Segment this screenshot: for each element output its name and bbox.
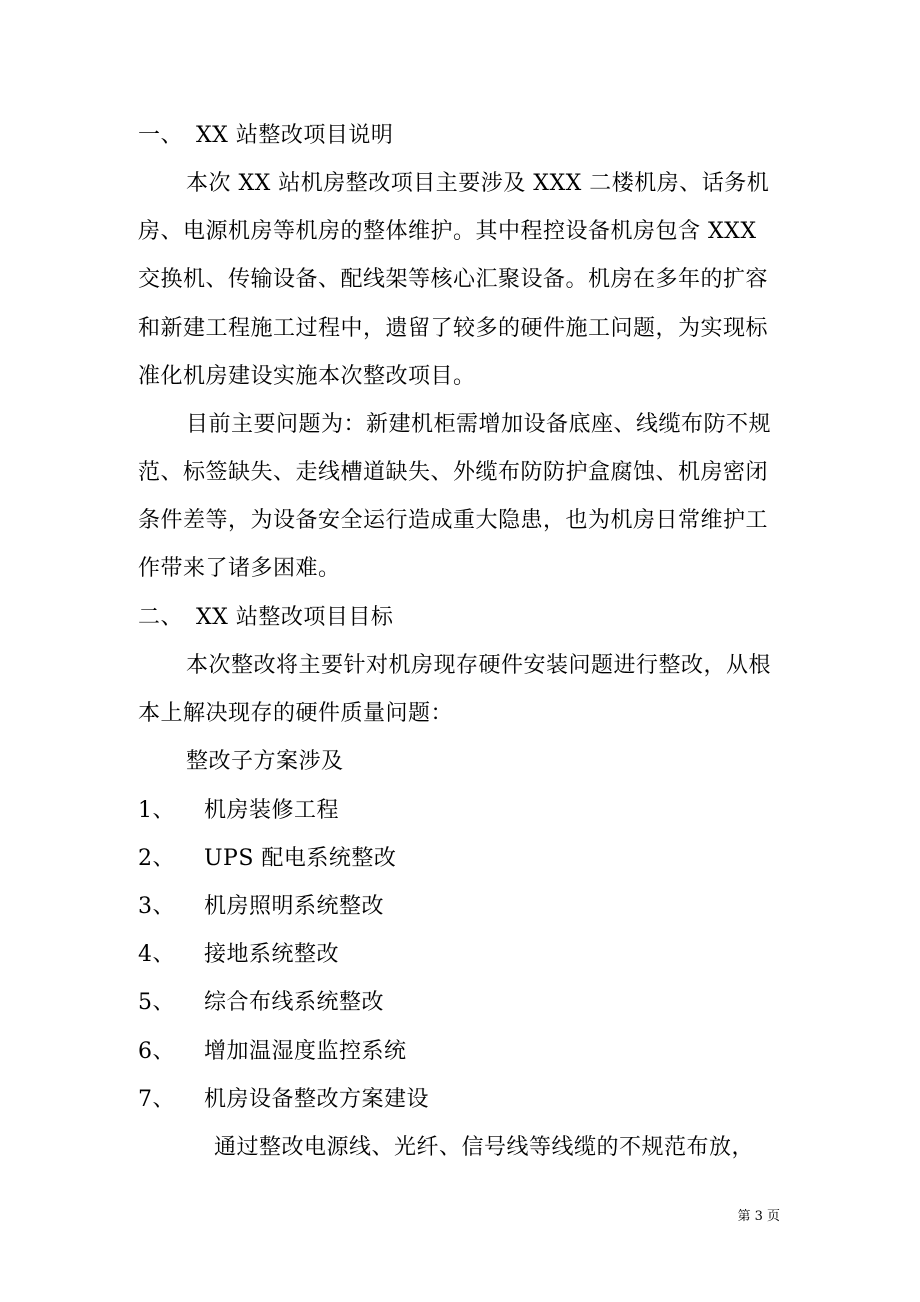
- section-title: XX 站整改项目说明: [196, 123, 394, 148]
- paragraph-line: 条件差等，为设备安全运行造成重大隐患，也为机房日常维护工: [138, 508, 769, 533]
- list-number: 2、: [138, 846, 175, 871]
- list-text: UPS 配电系统整改: [204, 846, 397, 871]
- page-number: 第 3 页: [737, 1209, 780, 1224]
- paragraph-line: 准化机房建设实施本次整改项目。: [138, 364, 476, 389]
- list-item: [138, 987, 384, 1019]
- list-number: 1、: [138, 798, 175, 823]
- list-number: 6、: [138, 1039, 175, 1064]
- paragraph-line: 范、标签缺失、走线槽道缺失、外缆布防防护盒腐蚀、机房密闭: [138, 460, 769, 485]
- section-heading-2: [138, 602, 393, 634]
- list-item: [138, 1036, 407, 1068]
- paragraph-line: 本次整改将主要针对机房现存硬件安装问题进行整改，从根: [186, 653, 772, 678]
- list-item: [138, 843, 396, 875]
- sub-heading: 整改子方案涉及: [186, 749, 344, 774]
- section-number: 一、: [138, 123, 184, 148]
- list-number: 4、: [138, 942, 175, 967]
- list-text: 增加温湿度监控系统: [204, 1039, 407, 1064]
- paragraph-line: 目前主要问题为：新建机柜需增加设备底座、线缆布防不规: [186, 412, 772, 437]
- list-number: 7、: [138, 1087, 175, 1112]
- list-text: 接地系统整改: [204, 942, 340, 967]
- paragraph-line: 本次 XX 站机房整改项目主要涉及 XXX 二楼机房、话务机: [186, 171, 770, 196]
- list-item: [138, 891, 384, 923]
- paragraph-line: 通过整改电源线、光纤、信号线等线缆的不规范布放，: [214, 1135, 755, 1160]
- paragraph-line: 作带来了诸多困难。: [138, 556, 341, 581]
- list-item: [138, 795, 339, 827]
- list-item: [138, 1084, 429, 1116]
- list-number: 5、: [138, 990, 175, 1015]
- section-number: 二、: [138, 605, 184, 630]
- list-text: 综合布线系统整改: [204, 990, 385, 1015]
- list-item: [138, 939, 339, 971]
- section-heading-1: [138, 120, 393, 152]
- paragraph-line: 本上解决现存的硬件质量问题：: [138, 701, 454, 726]
- section-title: XX 站整改项目目标: [196, 605, 394, 630]
- paragraph-line: 房、电源机房等机房的整体维护。其中程控设备机房包含 XXX: [138, 219, 757, 244]
- paragraph-line: 交换机、传输设备、配线架等核心汇聚设备。机房在多年的扩容: [138, 267, 769, 292]
- list-text: 机房装修工程: [204, 798, 340, 823]
- paragraph-line: 和新建工程施工过程中，遗留了较多的硬件施工问题，为实现标: [138, 316, 769, 341]
- list-number: 3、: [138, 894, 175, 919]
- list-text: 机房照明系统整改: [204, 894, 385, 919]
- list-text: 机房设备整改方案建设: [204, 1087, 430, 1112]
